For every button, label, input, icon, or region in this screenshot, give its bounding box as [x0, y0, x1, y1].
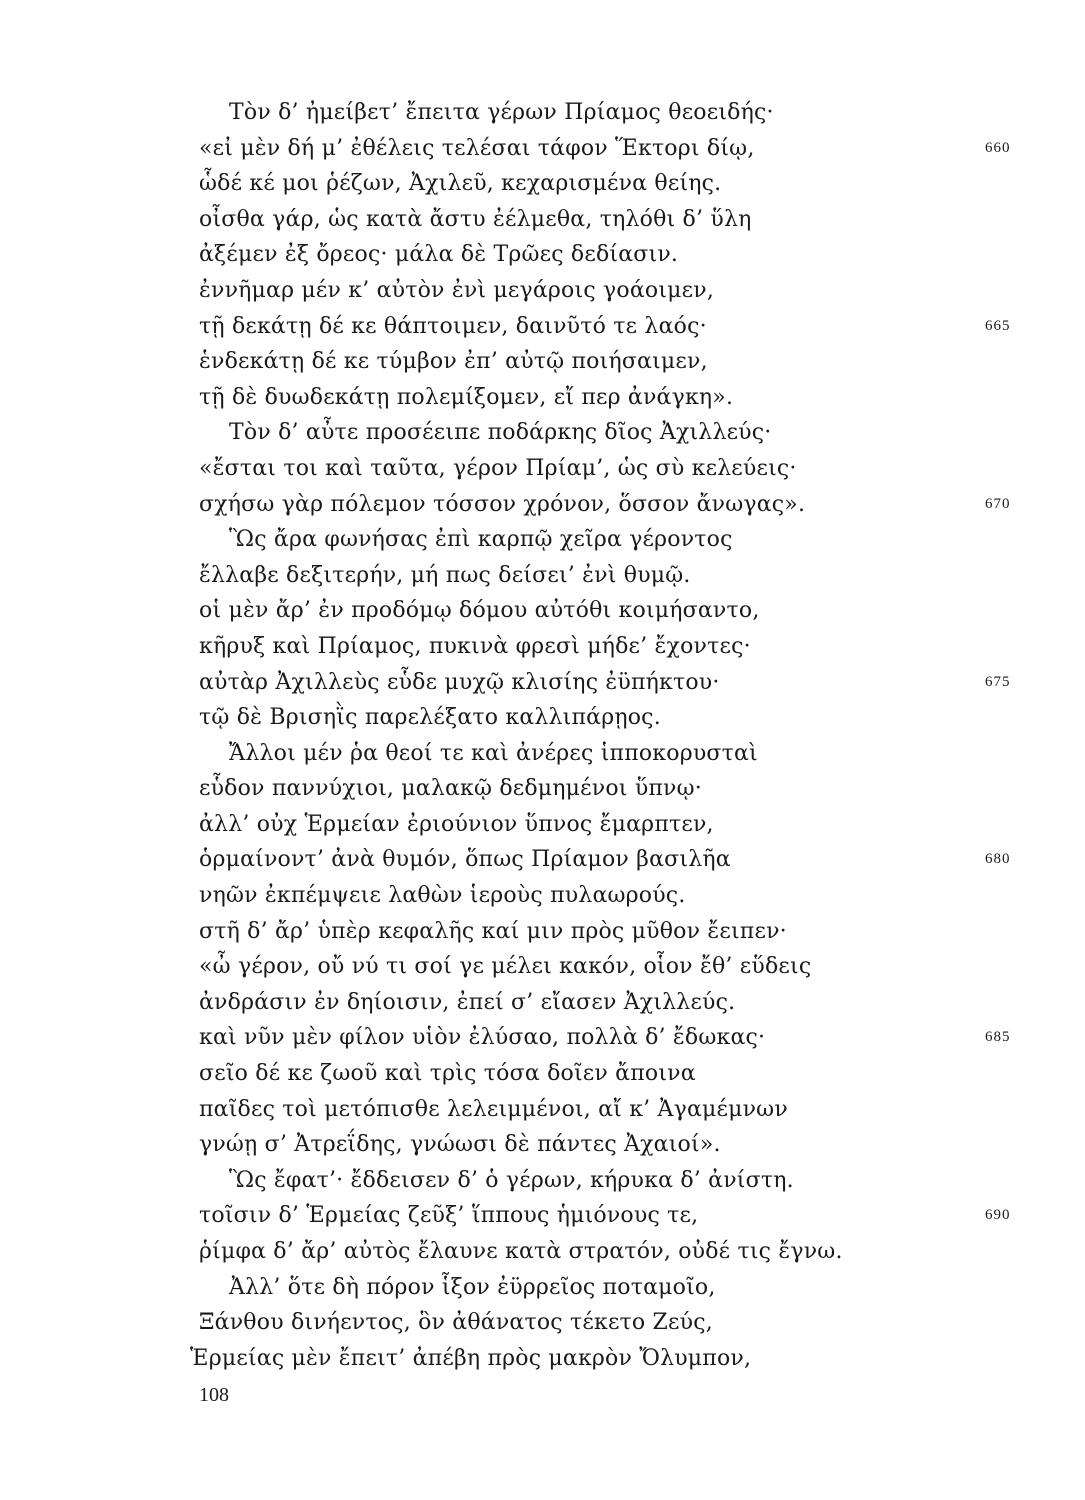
verse-text: καὶ νῦν μὲν φίλον υἱὸν ἐλύσαο, πολλὰ δ’ ἔδωκας· — [199, 1025, 766, 1051]
verse-text: Τὸν δ’ αὖτε προσέειπε ποδάρκης δῖος Ἀχιλλεύς· — [229, 420, 772, 446]
verse-line — [0, 202, 1085, 238]
verse-line — [0, 1056, 1085, 1092]
verse-line — [0, 771, 1085, 807]
verse-text: Ὣς ἄρα φωνήσας ἐπὶ καρπῷ χεῖρα γέροντος — [229, 527, 733, 553]
verse-text: ῥίμφα δ’ ἄρ’ αὐτὸς ἔλαυνε κατὰ στρατόν, οὐδέ τις ἔγνω. — [199, 1239, 843, 1264]
verse-line — [0, 914, 1085, 950]
line-number: 685 — [985, 1029, 1011, 1046]
verse-text: ὁρμαίνοντ’ ἀνὰ θυμόν, ὅπως Πρίαμον βασιλῆα — [199, 847, 731, 873]
verse-line — [0, 807, 1085, 843]
line-number: 670 — [985, 495, 1011, 512]
verse-line — [0, 95, 1085, 131]
verse-text: ὧδέ κέ μοι ῥέζων, Ἀχιλεῦ, κεχαρισμένα θείης. — [199, 171, 722, 197]
verse-line — [0, 985, 1085, 1021]
verse-line — [0, 842, 1085, 878]
verse-line — [0, 700, 1085, 736]
verse-line — [0, 1163, 1085, 1199]
verse-text: κῆρυξ καὶ Πρίαμος, πυκινὰ φρεσὶ μήδε’ ἔχοντες· — [199, 633, 751, 659]
verse-line — [0, 1020, 1085, 1056]
verse-line — [0, 1092, 1085, 1128]
verse-text: Ἀλλ’ ὅτε δὴ πόρον ἷξον ἐϋρρεῖος ποταμοῖο, — [229, 1274, 716, 1300]
verse-line — [0, 878, 1085, 914]
line-number: 675 — [985, 673, 1011, 690]
verse-text: νηῶν ἐκπέμψειε λαθὼν ἱεροὺς πυλαωρούς. — [199, 883, 686, 909]
verse-text: Ὣς ἔφατ’· ἔδδεισεν δ’ ὁ γέρων, κήρυκα δ’ ἀνίστη. — [229, 1167, 794, 1193]
verse-text: Τὸν δ’ ἠμείβετ’ ἔπειτα γέρων Πρίαμος θεοειδής· — [229, 100, 774, 125]
verse-text: «ὦ γέρον, οὔ νύ τι σοί γε μέλει κακόν, οἷον ἔθ’ εὕδεις — [199, 954, 812, 980]
verse-line — [0, 1341, 1085, 1377]
verse-line — [0, 380, 1085, 416]
verse-text: Ἑρμείας μὲν ἔπειτ’ ἀπέβη πρὸς μακρὸν Ὄλυμπον, — [190, 1345, 752, 1371]
verse-text: ἀλλ’ οὐχ Ἑρμείαν ἐριούνιον ὕπνος ἔμαρπτεν, — [199, 811, 714, 837]
verse-line — [0, 487, 1085, 523]
verse-text: τῇ δὲ δυωδεκάτῃ πολεμίξομεν, εἴ περ ἀνάγκη». — [199, 384, 734, 410]
verse-line — [0, 344, 1085, 380]
verse-text: σχήσω γὰρ πόλεμον τόσσον χρόνον, ὅσσον ἄνωγας». — [199, 491, 806, 517]
verse-line — [0, 558, 1085, 594]
verse-text: «εἰ μὲν δή μ’ ἐθέλεις τελέσαι τάφον Ἕκτορι δίῳ, — [199, 135, 755, 161]
verse-text: στῆ δ’ ἄρ’ ὑπὲρ κεφαλῆς καί μιν πρὸς μῦθον ἔειπεν· — [199, 918, 787, 944]
verse-line — [0, 1198, 1085, 1234]
verse-block — [0, 95, 1085, 1376]
verse-line — [0, 1305, 1085, 1341]
verse-line — [0, 309, 1085, 345]
verse-text: Ἄλλοι μέν ῥα θεοί τε καὶ ἀνέρες ἱπποκορυσταὶ — [229, 740, 758, 766]
verse-line — [0, 451, 1085, 487]
verse-line — [0, 415, 1085, 451]
verse-text: ἐννῆμαρ μέν κ’ αὐτὸν ἐνὶ μεγάροις γοάοιμεν, — [199, 277, 715, 303]
page-number: 108 — [199, 1384, 229, 1406]
verse-text: οἱ μὲν ἄρ’ ἐν προδόμῳ δόμου αὐτόθι κοιμήσαντο, — [199, 598, 760, 624]
verse-text: αὐτὰρ Ἀχιλλεὺς εὗδε μυχῷ κλισίης ἐϋπήκτου· — [199, 669, 720, 695]
verse-line — [0, 665, 1085, 701]
verse-text: ἔλλαβε δεξιτερήν, μή πως δείσει’ ἐνὶ θυμῷ. — [199, 562, 691, 588]
verse-line — [0, 273, 1085, 309]
verse-line — [0, 629, 1085, 665]
verse-line — [0, 237, 1085, 273]
verse-line — [0, 736, 1085, 772]
verse-text: σεῖο δέ κε ζωοῦ καὶ τρὶς τόσα δοῖεν ἄποινα — [199, 1061, 696, 1087]
verse-text: εὗδον παννύχιοι, μαλακῷ δεδμημένοι ὕπνῳ· — [199, 776, 702, 802]
verse-text: ἀνδράσιν ἐν δηίοισιν, ἐπεί σ’ εἴασεν Ἀχιλλεύς. — [199, 989, 736, 1015]
verse-text: τῷ δὲ Βρισηῒς παρελέξατο καλλιπάρῃος. — [199, 705, 661, 731]
verse-text: οἶσθα γάρ, ὡς κατὰ ἄστυ ἐέλμεθα, τηλόθι δ’ ὕλη — [199, 206, 752, 232]
verse-line — [0, 131, 1085, 167]
verse-line — [0, 1270, 1085, 1306]
verse-line — [0, 522, 1085, 558]
verse-line — [0, 949, 1085, 985]
verse-text: γνώῃ σ’ Ἀτρεΐδης, γνώωσι δὲ πάντες Ἀχαιοί». — [199, 1132, 721, 1158]
line-number: 680 — [985, 851, 1011, 868]
verse-text: ἀξέμεν ἐξ ὄρεος· μάλα δὲ Τρῶες δεδίασιν. — [199, 242, 679, 268]
verse-text: Ξάνθου δινήεντος, ὃν ἀθάνατος τέκετο Ζεύς, — [199, 1310, 713, 1336]
verse-line — [0, 166, 1085, 202]
verse-line — [0, 593, 1085, 629]
verse-text: «ἔσται τοι καὶ ταῦτα, γέρον Πρίαμ’, ὡς σὺ κελεύεις· — [199, 455, 797, 481]
line-number: 660 — [985, 139, 1011, 156]
verse-line — [0, 1234, 1085, 1270]
line-number: 665 — [985, 317, 1011, 334]
line-number: 690 — [985, 1207, 1011, 1224]
verse-text: τοῖσιν δ’ Ἑρμείας ζεῦξ’ ἵππους ἡμιόνους τε, — [199, 1203, 699, 1229]
verse-text: ἑνδεκάτῃ δέ κε τύμβον ἐπ’ αὐτῷ ποιήσαιμεν, — [199, 349, 708, 375]
verse-text: παῖδες τοὶ μετόπισθε λελειμμένοι, αἴ κ’ Ἀγαμέμνων — [199, 1096, 788, 1122]
verse-text: τῇ δεκάτῃ δέ κε θάπτοιμεν, δαινῦτό τε λαός· — [199, 313, 707, 339]
verse-line — [0, 1127, 1085, 1163]
